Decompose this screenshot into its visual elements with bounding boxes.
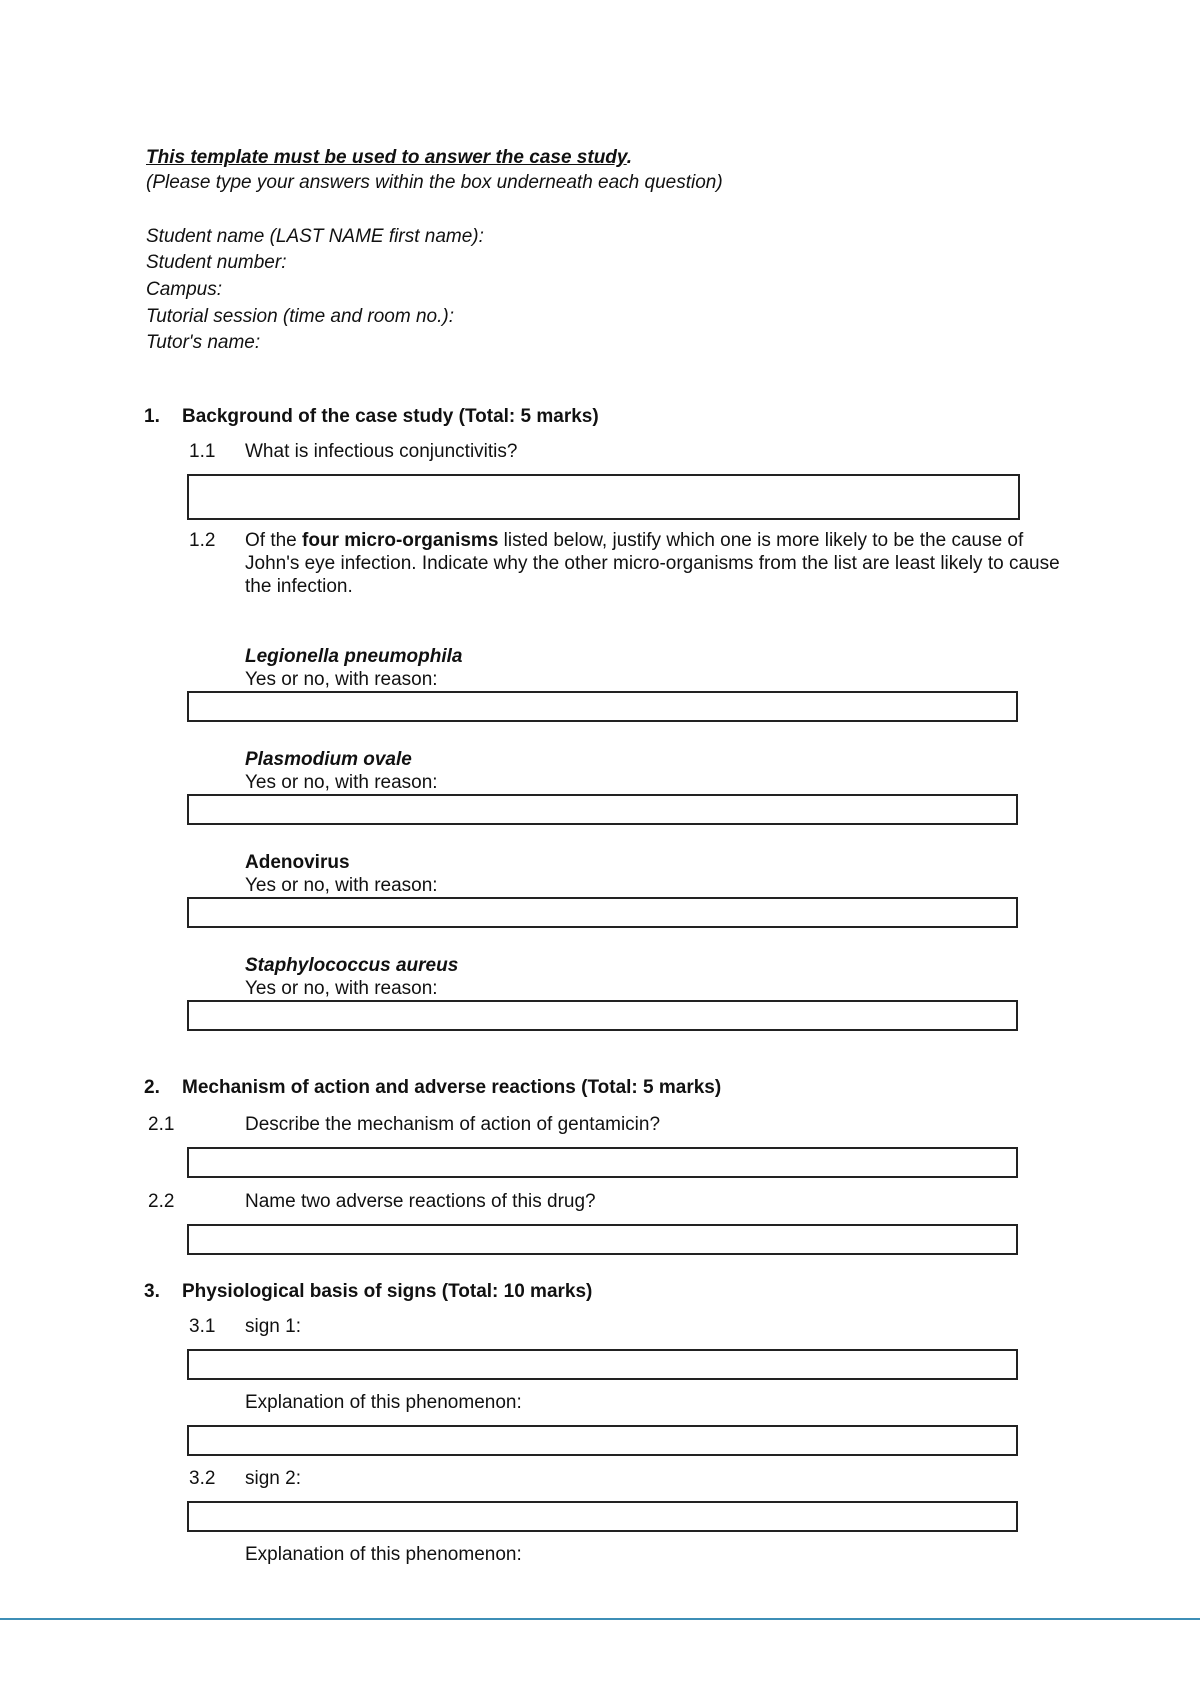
answer-box-2-2[interactable] <box>187 1224 1018 1255</box>
campus-label: Campus: <box>146 279 223 300</box>
section-1-title: Background of the case study (Total: 5 marks) <box>182 406 599 427</box>
question-2-2-number: 2.2 <box>148 1191 175 1212</box>
answer-box-sign-1[interactable] <box>187 1349 1018 1380</box>
question-3-2-text: sign 2: <box>245 1468 301 1489</box>
section-1-number: 1. <box>144 406 160 427</box>
student-name-label: Student name (LAST NAME first name): <box>146 226 484 247</box>
organism-legionella-name: Legionella pneumophila <box>245 646 463 667</box>
organism-adenovirus-prompt: Yes or no, with reason: <box>245 875 438 896</box>
question-3-2-explanation-label: Explanation of this phenomenon: <box>245 1544 522 1565</box>
answer-box-adenovirus[interactable] <box>187 897 1018 928</box>
organism-staphylococcus-name: Staphylococcus aureus <box>245 955 459 976</box>
question-3-2-number: 3.2 <box>189 1468 216 1489</box>
organism-legionella-prompt: Yes or no, with reason: <box>245 669 438 690</box>
question-2-1-text: Describe the mechanism of action of gentamicin? <box>245 1114 661 1135</box>
answer-box-1-1[interactable] <box>187 474 1020 520</box>
organism-adenovirus-name: Adenovirus <box>245 852 350 873</box>
question-3-1-explanation-label: Explanation of this phenomenon: <box>245 1392 522 1413</box>
template-instruction: This template must be used to answer the case study. <box>146 147 633 168</box>
question-3-1-text: sign 1: <box>245 1316 301 1337</box>
answer-box-plasmodium[interactable] <box>187 794 1018 825</box>
organism-plasmodium-name: Plasmodium ovale <box>245 749 412 770</box>
question-3-1-number: 3.1 <box>189 1316 216 1337</box>
answer-box-sign-2[interactable] <box>187 1501 1018 1532</box>
tutorial-session-label: Tutorial session (time and room no.): <box>146 306 454 327</box>
question-1-2-text: Of the four micro-organisms listed below, justify which one is more likely to be the cause of John's eye infection. Indicate why the other micro-organisms from the list are least likely to cause the infection. <box>245 530 1060 597</box>
template-note: (Please type your answers within the box underneath each question) <box>146 172 723 193</box>
section-3-title: Physiological basis of signs (Total: 10 marks) <box>182 1281 593 1302</box>
section-3-number: 3. <box>144 1281 160 1302</box>
question-2-1-number: 2.1 <box>148 1114 175 1135</box>
question-2-2-text: Name two adverse reactions of this drug? <box>245 1191 596 1212</box>
answer-box-staphylococcus[interactable] <box>187 1000 1018 1031</box>
answer-box-sign-1-explanation[interactable] <box>187 1425 1018 1456</box>
question-1-1-text: What is infectious conjunctivitis? <box>245 441 518 462</box>
answer-box-2-1[interactable] <box>187 1147 1018 1178</box>
student-number-label: Student number: <box>146 252 287 273</box>
section-2-title: Mechanism of action and adverse reactions (Total: 5 marks) <box>182 1077 722 1098</box>
question-1-2-number: 1.2 <box>189 530 216 551</box>
organism-plasmodium-prompt: Yes or no, with reason: <box>245 772 438 793</box>
answer-box-legionella[interactable] <box>187 691 1018 722</box>
section-2-number: 2. <box>144 1077 160 1098</box>
question-1-1-number: 1.1 <box>189 441 216 462</box>
tutor-name-label: Tutor's name: <box>146 332 261 353</box>
footer-divider <box>0 1618 1200 1620</box>
organism-staphylococcus-prompt: Yes or no, with reason: <box>245 978 438 999</box>
